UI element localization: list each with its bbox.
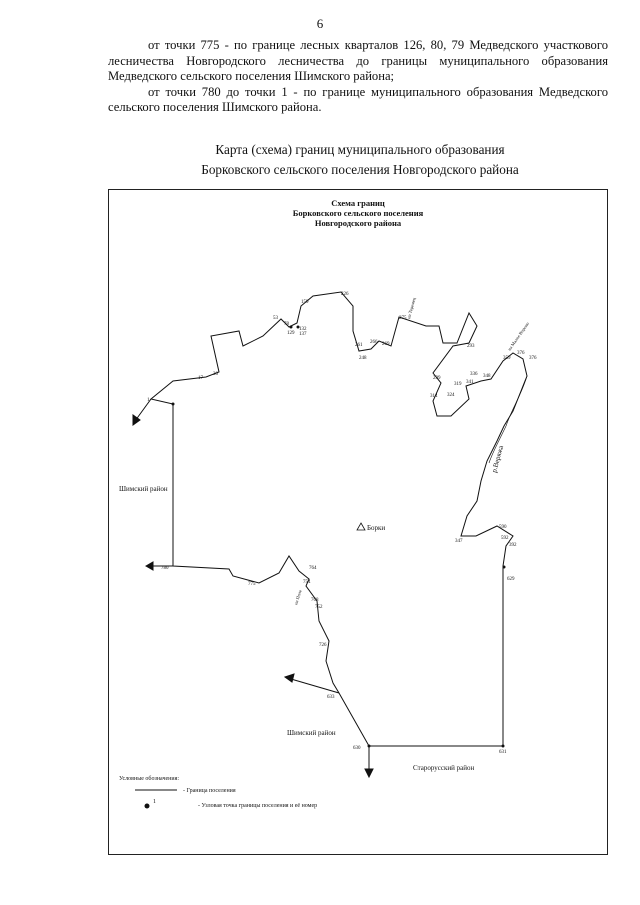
point-label-362: 376 bbox=[517, 351, 525, 356]
node-marker bbox=[290, 326, 293, 329]
point-label-392: 392 bbox=[509, 543, 517, 548]
region-label-starorussky: Старорусский район bbox=[413, 764, 475, 772]
road-label-teremets: на Теремец bbox=[406, 297, 417, 320]
legend-node-text: - Узловая точка границы поселения и её номер bbox=[198, 803, 318, 809]
paragraph-2: от точки 780 до точки 1 - по границе муниципального образования Медведского сельского поселения Шимского района. bbox=[108, 84, 608, 114]
region-label-shimsky-west: Шимский район bbox=[119, 485, 168, 493]
point-label-336: 336 bbox=[470, 372, 478, 377]
point-label-17: 17 bbox=[198, 376, 203, 381]
arrowhead-west bbox=[146, 562, 153, 570]
map-title-line-3: Новгородского района bbox=[314, 218, 402, 228]
arrow-southwest-road bbox=[291, 679, 339, 693]
page-number: 6 bbox=[316, 16, 324, 31]
point-label-1: 1 bbox=[147, 398, 150, 403]
node-marker bbox=[172, 403, 175, 406]
settlement-boundary bbox=[151, 292, 527, 746]
point-label-590: 590 bbox=[499, 525, 507, 530]
point-label-376: 376 bbox=[529, 356, 537, 361]
point-label-275: 275 bbox=[399, 316, 407, 321]
node-marker bbox=[368, 745, 371, 748]
map-heading bbox=[0, 140, 640, 180]
node-markers bbox=[172, 326, 506, 748]
point-label-764: 764 bbox=[309, 566, 317, 571]
point-label-592: 592 bbox=[501, 536, 509, 541]
map-frame bbox=[108, 189, 608, 855]
road-label-pole: на Поле bbox=[293, 589, 303, 606]
point-label-775: 775 bbox=[248, 582, 256, 587]
legend-node-number: 1 bbox=[153, 799, 156, 805]
point-label-261: 261 bbox=[355, 343, 363, 348]
arrowhead-south bbox=[365, 769, 373, 777]
point-label-266: 266 bbox=[370, 340, 378, 345]
point-label-768: 768 bbox=[311, 598, 319, 603]
arrowhead-northwest bbox=[133, 415, 140, 425]
point-label-319: 319 bbox=[454, 382, 462, 387]
body-text bbox=[108, 38, 608, 116]
boundary-map bbox=[109, 190, 607, 854]
point-label-299: 299 bbox=[433, 376, 441, 381]
point-label-30: 30 bbox=[213, 372, 218, 377]
point-label-159: 159 bbox=[301, 300, 309, 305]
point-label-359: 359 bbox=[503, 356, 511, 361]
point-label-314: 314 bbox=[430, 394, 438, 399]
point-label-132: 132 bbox=[299, 327, 307, 332]
point-label-269: 269 bbox=[382, 342, 390, 347]
point-label-78: 78 bbox=[284, 322, 289, 327]
region-label-shimsky-south: Шимский район bbox=[287, 729, 336, 737]
point-label-630: 630 bbox=[353, 746, 361, 751]
point-label-348: 348 bbox=[483, 374, 491, 379]
point-label-137: 137 bbox=[299, 332, 307, 337]
road-label-maloe-vorono: на Малое Вороно bbox=[506, 321, 531, 352]
river-label: р.Веряжа bbox=[490, 444, 506, 474]
map-heading-line-2: Борковского сельского поселения Новгородского района bbox=[201, 162, 519, 177]
point-label-53: 53 bbox=[273, 316, 278, 321]
center-label: Борки bbox=[367, 524, 386, 532]
point-label-726: 726 bbox=[319, 643, 327, 648]
settlement-triangle-icon bbox=[357, 523, 365, 530]
point-label-293: 293 bbox=[467, 344, 475, 349]
point-label-633: 633 bbox=[327, 695, 335, 700]
map-title-line-2: Борковского сельского поселения bbox=[292, 208, 424, 218]
paragraph-1: от точки 775 - по границе лесных кварталов 126, 80, 79 Медведского участкового лесничества Новгородского лесничества до границы муниципального образования Медведского сельского поселения Шимского района; bbox=[108, 38, 608, 83]
point-label-754: 754 bbox=[303, 580, 311, 585]
node-marker bbox=[502, 745, 505, 748]
map-title-line-1: Схема границ bbox=[331, 198, 385, 208]
point-label-248: 248 bbox=[359, 356, 367, 361]
point-label-324: 324 bbox=[447, 393, 455, 398]
legend-title: Условные обозначения: bbox=[119, 776, 180, 782]
arrows bbox=[133, 399, 373, 777]
point-label-226: 226 bbox=[341, 292, 349, 297]
point-label-631: 631 bbox=[499, 750, 507, 755]
point-label-129: 129 bbox=[287, 331, 295, 336]
point-label-780: 780 bbox=[161, 566, 169, 571]
point-label-347: 347 bbox=[455, 539, 463, 544]
point-label-629: 629 bbox=[507, 577, 515, 582]
legend-node-dot-icon bbox=[145, 804, 150, 809]
legend-boundary-text: - Граница поселения bbox=[183, 788, 236, 794]
point-label-752: 752 bbox=[315, 605, 323, 610]
point-label-341: 341 bbox=[466, 380, 474, 385]
map-heading-line-1: Карта (схема) границ муниципального образования bbox=[215, 142, 505, 157]
node-marker bbox=[503, 566, 506, 569]
arrowhead-southwest-road bbox=[285, 674, 294, 682]
